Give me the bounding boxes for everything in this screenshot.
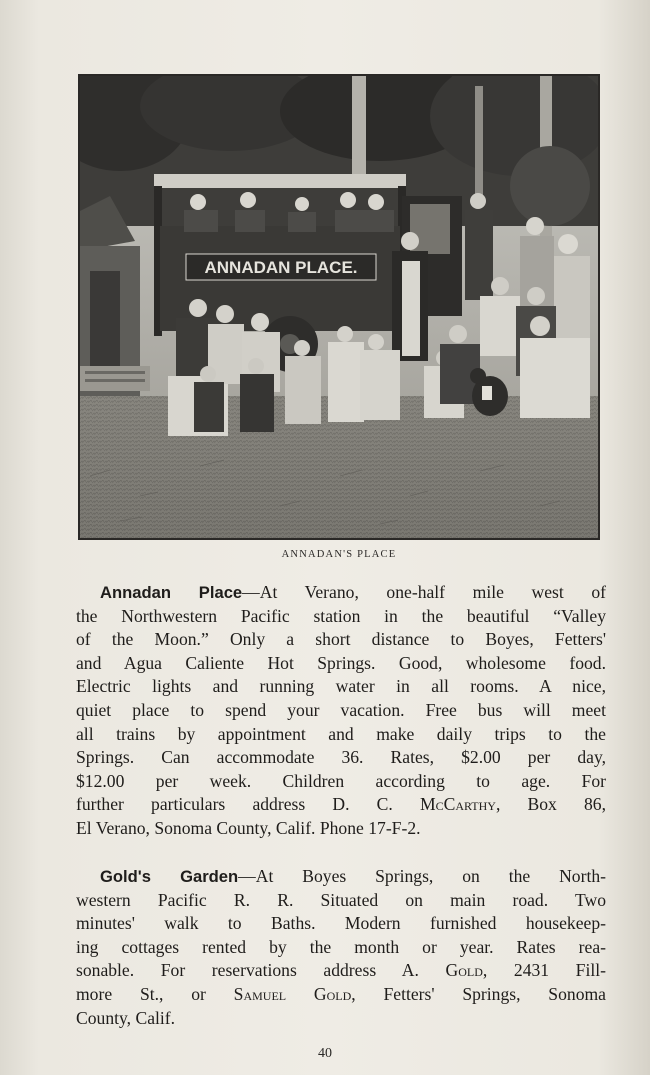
contact-name: Gold: [445, 960, 483, 981]
listing-line: $12.00 per week. Children according to age. For: [76, 770, 606, 791]
page-number: 40: [318, 1046, 332, 1061]
listing-line: County, Calif.: [76, 1007, 176, 1028]
listing-line: El Verano, Sonoma County, Calif. Phone 17-F-2.: [76, 817, 421, 838]
bus-sign: ANNADAN PLACE.: [204, 258, 358, 277]
listing-name: Annadan Place: [100, 583, 243, 602]
contact-name: McCarthy: [419, 794, 496, 815]
listing-line: western Pacific R. R. Situated on main road. Two: [76, 889, 606, 910]
listing-line: and Agua Caliente Hot Springs. Good, wholesome food.: [76, 652, 606, 673]
listing-line: minutes' walk to Baths. Modern furnished housekeep-: [76, 913, 606, 934]
listing-line: ing cottages rented by the month or year. Rates rea-: [76, 936, 606, 957]
listing-line: Gold's Garden—At Boyes Springs, on the North-: [100, 866, 606, 886]
listing-line: sonable. For reservations address A. Gold, 2431 Fill-: [76, 960, 606, 981]
listing-line: the Northwestern Pacific station in the beautiful “Valley: [76, 605, 606, 626]
listing-golds-garden: [76, 865, 606, 1030]
annadan-place-photo: [78, 74, 600, 540]
listing-name: Gold's Garden: [100, 867, 239, 886]
listing-line: all trains by appointment and make daily trips to the: [76, 723, 606, 744]
listing-line: Electric lights and running water in all rooms. A nice,: [76, 676, 606, 697]
listing-line: further particulars address D. C. McCarthy, Box 86,: [76, 794, 606, 815]
listing-line: Springs. Can accommodate 36. Rates, $2.00 per day,: [76, 747, 606, 768]
photo-caption: ANNADAN'S PLACE: [281, 549, 397, 560]
contact-name: Samuel Gold: [233, 983, 352, 1004]
listing-line: quiet place to spend your vacation. Free bus will meet: [76, 699, 606, 720]
listing-annadan-place: [76, 581, 606, 841]
listing-line: Annadan Place—At Verano, one-half mile west of: [100, 582, 606, 602]
listing-line: of the Moon.” Only a short distance to Boyes, Fetters': [76, 629, 606, 650]
listing-line: more St., or Samuel Gold, Fetters' Springs, Sonoma: [76, 983, 606, 1004]
group-photo-image: [80, 76, 598, 538]
